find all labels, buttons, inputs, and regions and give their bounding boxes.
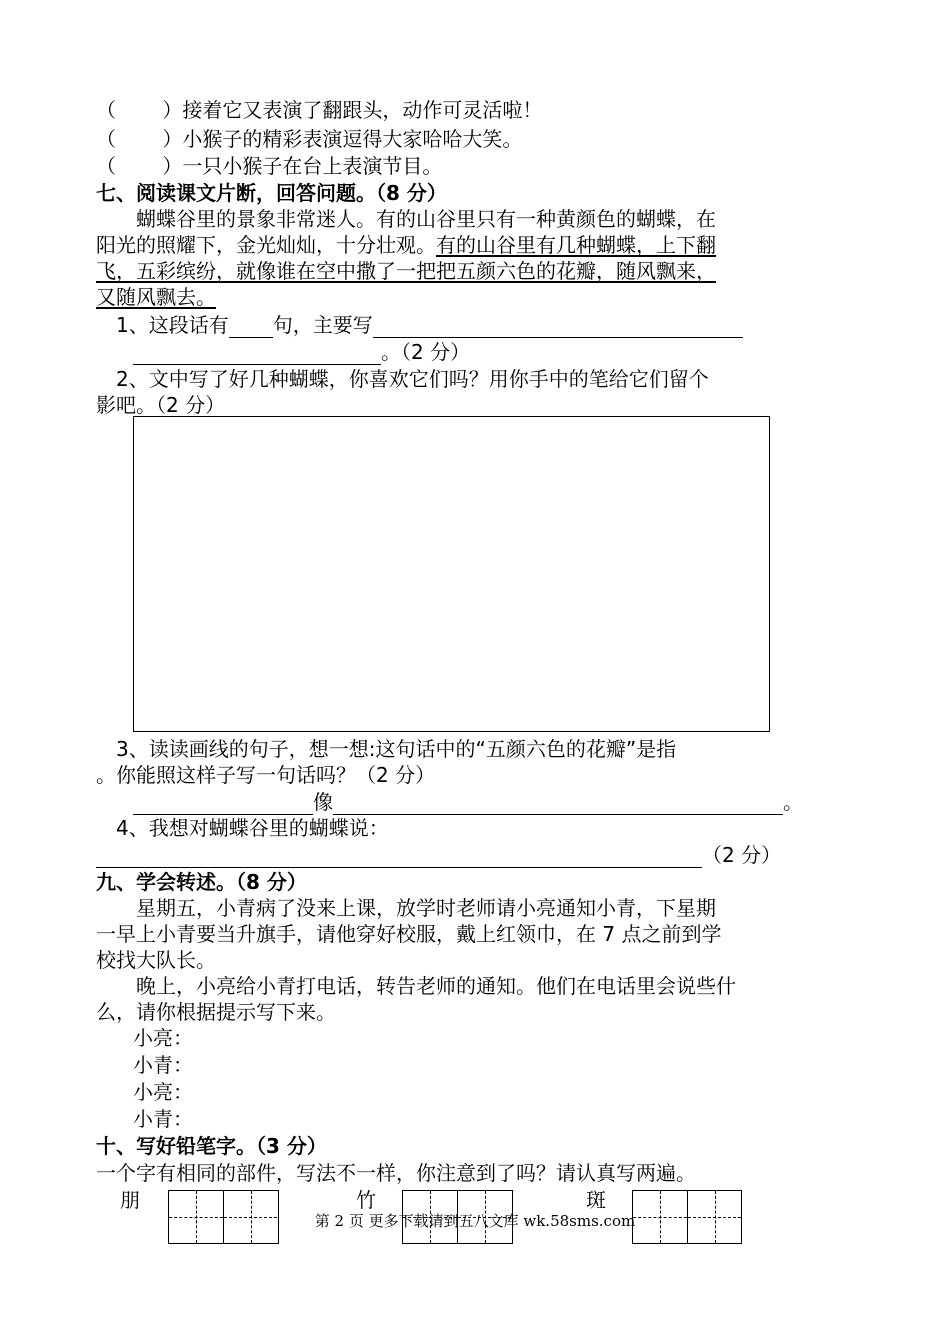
q3-blank-1[interactable] [133, 792, 313, 815]
section9-p1-line-1: 星期五，小青病了没来上课，放学时老师请小亮通知小青，下星期 [96, 896, 716, 920]
dialog-line-2: 小青： [133, 1053, 193, 1077]
passage-line-4: 又随风飘去。 [96, 285, 216, 309]
q2-line-2: 影吧。（2 分） [96, 393, 226, 417]
q1-line-2 [133, 339, 470, 365]
section9-p2-line-2: 么，请你根据提示写下来。 [96, 1000, 336, 1024]
passage-line-2-plain: 阳光的照耀下，金光灿灿，十分壮观。 [96, 233, 436, 257]
dialog-line-1: 小亮： [133, 1026, 193, 1050]
drawing-box[interactable] [133, 416, 770, 732]
q1-prefix: 1、这段话有 [96, 313, 229, 337]
q1-content-blank[interactable] [373, 315, 743, 338]
section10-instruction: 一个字有相同的部件，写法不一样，你注意到了吗？请认真写两遍。 [96, 1161, 696, 1185]
passage-line-2-underlined: 有的山谷里有几种蝴蝶，上下翻 [436, 233, 716, 257]
q1-line [96, 312, 743, 338]
q4-blank[interactable] [96, 845, 702, 868]
section7-heading: 七、阅读课文片断，回答问题。（8 分） [96, 181, 447, 205]
q3-line-1: 3、读读画线的句子，想一想:这句话中的“五颜六色的花瓣”是指 [96, 737, 677, 761]
q1-mid: 句，主要写 [272, 313, 373, 337]
q4-points: （2 分） [702, 843, 782, 867]
dialog-line-3: 小亮： [133, 1080, 193, 1104]
page-footer: 第 2 页 更多下载请到五八文库 wk.58sms.com [314, 1212, 636, 1230]
order-item-1: （ ）接着它又表演了翻跟头，动作可灵活啦！ [96, 98, 543, 122]
passage-line-2 [96, 232, 716, 258]
passage-line-3: 飞，五彩缤纷，就像谁在空中撒了一把把五颜六色的花瓣，随风飘来， [96, 259, 716, 283]
passage-line-1: 蝴蝶谷里的景象非常迷人。有的山谷里只有一种黄颜色的蝴蝶，在 [96, 207, 716, 231]
q3-blank-2[interactable] [333, 792, 783, 815]
char-label-ban: 斑 [586, 1188, 606, 1212]
q3-line-2: 。你能照这样子写一句话吗？（2 分） [96, 763, 436, 787]
section9-p2-line-1: 晚上，小亮给小青打电话，转告老师的通知。他们在电话里会说些什 [96, 974, 736, 998]
order-item-3: （ ）一只小猴子在台上表演节目。 [96, 154, 443, 178]
order-item-2: （ ）小猴子的精彩表演逗得大家哈哈大笑。 [96, 127, 523, 151]
q1-count-blank[interactable] [229, 315, 273, 338]
q1-end: 。（2 分） [381, 340, 471, 364]
q3-end: 。 [783, 790, 803, 814]
dialog-line-4: 小青： [133, 1107, 193, 1131]
section10-heading: 十、写好铅笔字。（3 分） [96, 1134, 327, 1158]
char-label-peng: 朋 [120, 1188, 140, 1212]
q4-answer-line [96, 842, 781, 868]
q3-line-3 [133, 789, 803, 815]
section9-heading: 九、学会转述。（8 分） [96, 870, 307, 894]
section9-p1-line-3: 校找大队长。 [96, 948, 216, 972]
char-label-zhu: 竹 [356, 1188, 376, 1212]
q2-line-1: 2、文中写了好几种蝴蝶，你喜欢它们吗？用你手中的笔给它们留个 [96, 367, 709, 391]
section9-p1-line-2: 一早上小青要当升旗手，请他穿好校服，戴上红领巾，在 7 点之前到学 [96, 922, 722, 946]
q3-mid: 像 [313, 790, 333, 814]
q1-content-blank-2[interactable] [133, 342, 381, 365]
q4-line: 4、我想对蝴蝶谷里的蝴蝶说： [96, 816, 389, 840]
